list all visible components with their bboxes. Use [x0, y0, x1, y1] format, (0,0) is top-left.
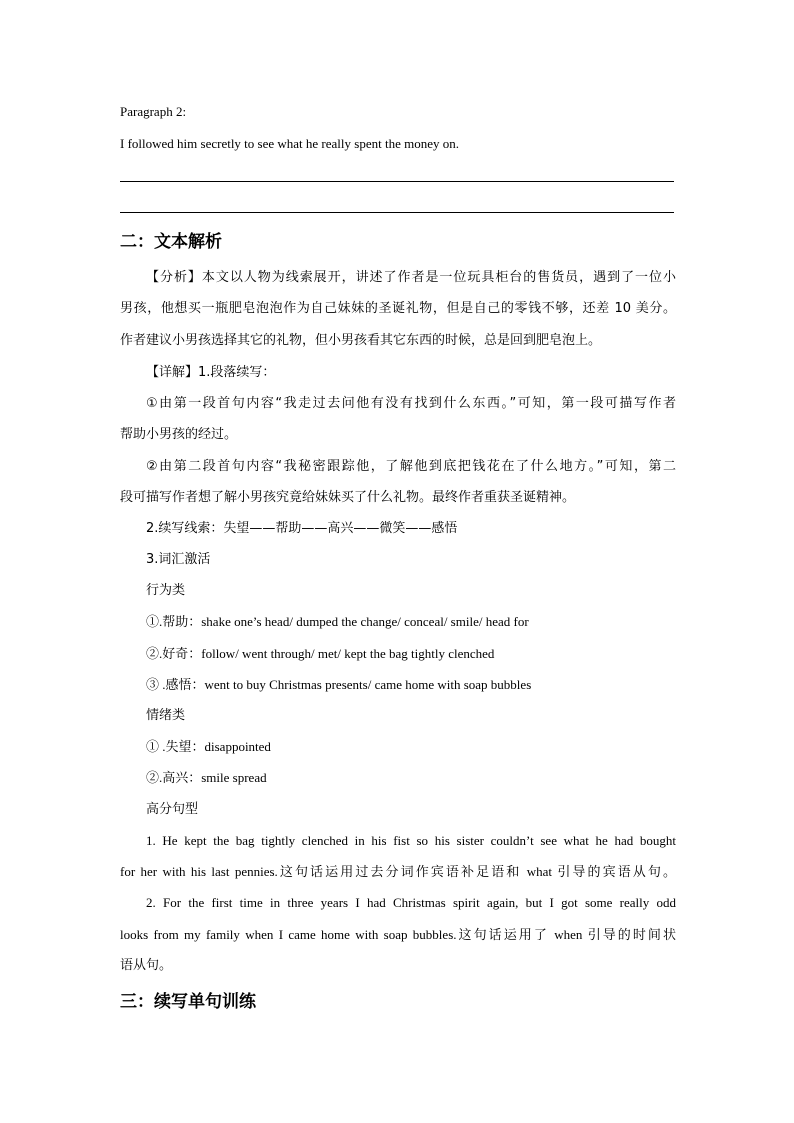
clue-line: 2.续写线索：失望——帮助——高兴——微笑——感悟 — [146, 521, 458, 536]
behavior-item-curious: ②.好奇：follow/ went through/ met/ kept the bag tightly clenched — [146, 646, 495, 661]
pattern-line-2: for her with his last pennies.这句话运用过去分词作宾语补足语和 what 引导的宾语从句。 — [120, 864, 676, 879]
analysis-line-3: 作者建议小男孩选择其它的礼物，但小男孩看其它东西的时候，总是回到肥皂泡上。 — [120, 333, 602, 348]
behavior-item-help: ①.帮助：shake one’s head/ dumped the change/ conceal/ smile/ head for — [146, 614, 529, 629]
emotion-item-disappointed: ① .失望：disappointed — [146, 739, 271, 754]
detail-heading: 【详解】1.段落续写： — [146, 365, 276, 380]
paragraph-first-sentence: I followed him secretly to see what he really spent the money on. — [120, 136, 459, 151]
behavior-item-insight: ③ .感悟：went to buy Christmas presents/ came home with soap bubbles — [146, 677, 532, 692]
pattern-line-1: 1. He kept the bag tightly clenched in his fist so his sister couldn’t see what he had bought — [146, 833, 676, 848]
pattern-heading: 高分句型 — [146, 802, 199, 817]
detail-line-3: ②由第二段首句内容“我秘密跟踪他，了解他到底把钱花在了什么地方。”可知，第二 — [146, 459, 676, 474]
analysis-line-2: 男孩，他想买一瓶肥皂泡泡作为自己妹妹的圣诞礼物，但是自己的零钱不够，还差 10 美分。 — [120, 301, 676, 316]
pattern-line-5: 语从句。 — [120, 958, 173, 973]
paragraph-label: Paragraph 2: — [120, 104, 187, 119]
detail-line-1: ①由第一段首句内容“我走过去问他有没有找到什么东西。”可知，第一段可描写作者 — [146, 396, 676, 411]
answer-line-2[interactable] — [120, 212, 674, 213]
vocab-heading: 3.词汇激活 — [146, 552, 211, 567]
behavior-heading: 行为类 — [146, 583, 186, 598]
section-heading-analysis: 二：文本解析 — [120, 232, 222, 252]
pattern-line-4: looks from my family when I came home with soap bubbles.这句话运用了 when 引导的时间状 — [120, 927, 676, 942]
emotion-item-happy: ②.高兴：smile spread — [146, 770, 267, 785]
detail-line-2: 帮助小男孩的经过。 — [120, 427, 238, 442]
answer-line-1[interactable] — [120, 181, 674, 182]
emotion-heading: 情绪类 — [146, 708, 186, 723]
analysis-line-1: 【分析】本文以人物为线索展开，讲述了作者是一位玩具柜台的售货员，遇到了一位小 — [146, 270, 676, 285]
pattern-line-3: 2. For the first time in three years I had Christmas spirit again, but I got some really odd — [146, 895, 676, 910]
detail-line-4: 段可描写作者想了解小男孩究竟给妹妹买了什么礼物。最终作者重获圣诞精神。 — [120, 490, 576, 505]
section-heading-sentence-training: 三：续写单句训练 — [120, 992, 256, 1012]
